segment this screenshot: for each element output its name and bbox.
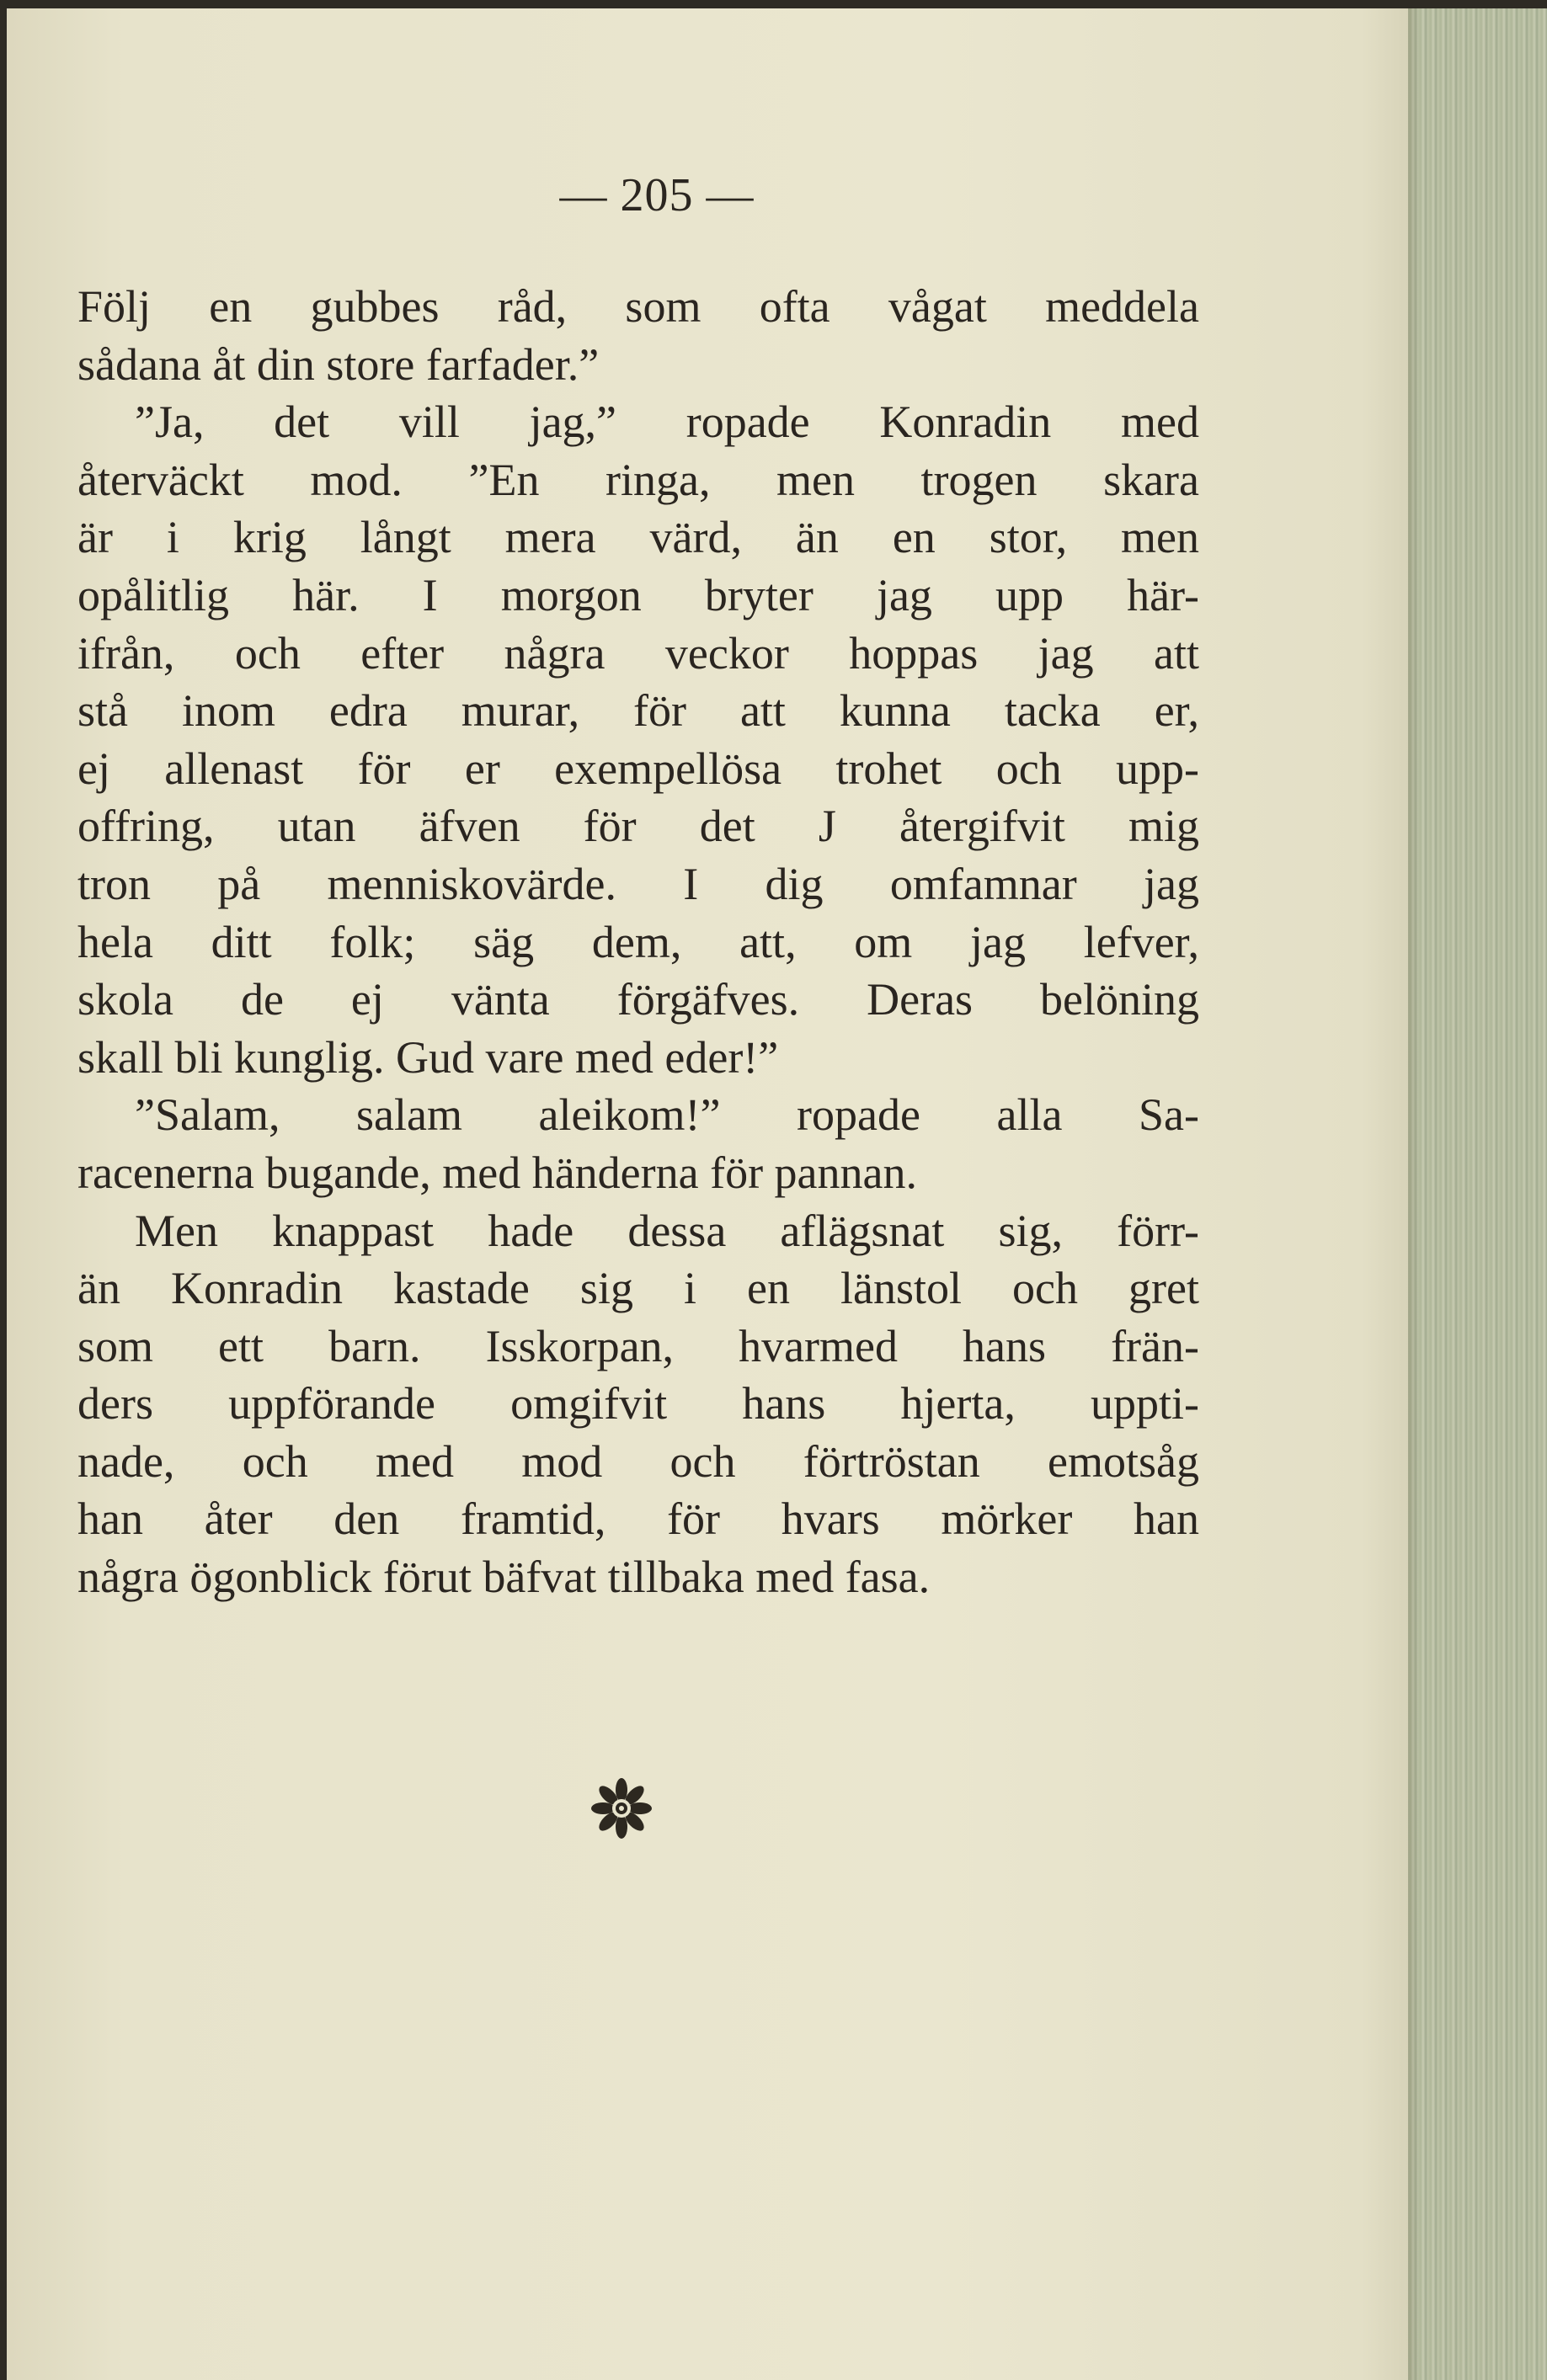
text-line: ”Salam, salam aleikom!” ropade alla Sa- xyxy=(135,1089,1199,1141)
book-fore-edge-shadow xyxy=(1408,8,1420,2380)
text-line: offring, utan äfven för det J återgifvit mig xyxy=(77,801,1199,852)
body-text xyxy=(77,278,1199,1606)
text-line: återväckt mod. ”En ringa, men trogen skara xyxy=(77,454,1199,505)
text-line: än Konradin kastade sig i en länstol och gret xyxy=(77,1263,1199,1314)
text-line: sådana åt din store farfader.” xyxy=(77,338,600,390)
text-line: några ögonblick förut bäfvat tillbaka med fasa. xyxy=(77,1552,931,1603)
text-line: racenerna bugande, med händerna för pannan. xyxy=(77,1147,917,1198)
text-line: Men knappast hade dessa aflägsnat sig, förr- xyxy=(135,1205,1199,1256)
page-left-edge xyxy=(0,0,7,2380)
text-line: stå inom edra murar, för att kunna tacka er, xyxy=(77,685,1199,737)
text-line: nade, och med mod och förtröstan emotsåg xyxy=(77,1435,1199,1487)
text-line: skall bli kunglig. Gud vare med eder!” xyxy=(77,1031,779,1083)
book-fore-edge xyxy=(1408,8,1547,2380)
page-top-edge xyxy=(0,0,1547,8)
text-line: ifrån, och efter några veckor hoppas jag att xyxy=(77,627,1199,679)
flower-ornament-icon xyxy=(589,1776,653,1840)
text-line: ej allenast för er exempellösa trohet och upp- xyxy=(77,743,1199,794)
text-line: skola de ej vänta förgäfves. Deras belöning xyxy=(77,974,1199,1025)
text-line: som ett barn. Isskorpan, hvarmed hans frän- xyxy=(77,1320,1199,1371)
text-line: tron på menniskovärde. I dig omfamnar jag xyxy=(77,858,1199,909)
page-number: — 205 — xyxy=(559,169,755,221)
text-line: hela ditt folk; säg dem, att, om jag lefver, xyxy=(77,916,1199,967)
text-line: är i krig långt mera värd, än en stor, men xyxy=(77,512,1199,563)
text-line: han åter den framtid, för hvars mörker han xyxy=(77,1493,1199,1545)
text-line: opålitlig här. I morgon bryter jag upp här- xyxy=(77,569,1199,620)
text-line: Följ en gubbes råd, som ofta vågat meddela xyxy=(77,281,1199,332)
text-line: ”Ja, det vill jag,” ropade Konradin med xyxy=(135,397,1199,448)
text-line: ders uppförande omgifvit hans hjerta, uppti- xyxy=(77,1378,1199,1430)
